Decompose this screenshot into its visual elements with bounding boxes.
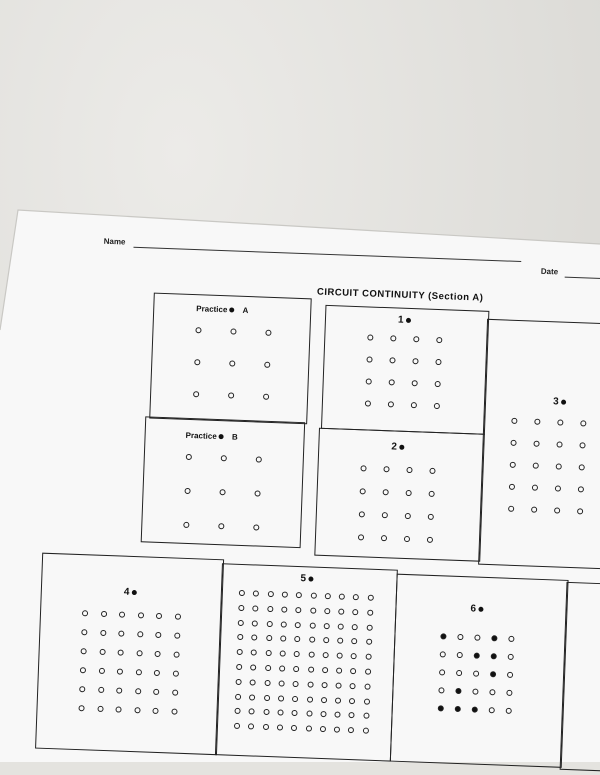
date-line[interactable]	[565, 277, 600, 281]
empty-dot[interactable]	[353, 594, 359, 600]
empty-dot[interactable]	[322, 652, 328, 658]
empty-dot[interactable]	[510, 440, 516, 446]
empty-dot[interactable]	[309, 637, 315, 643]
empty-dot[interactable]	[435, 359, 441, 365]
empty-dot[interactable]	[472, 689, 478, 695]
panel-2	[314, 428, 485, 562]
empty-dot[interactable]	[81, 648, 87, 654]
empty-dot[interactable]	[236, 664, 242, 670]
empty-dot[interactable]	[266, 621, 272, 627]
empty-dot[interactable]	[506, 708, 512, 714]
empty-dot[interactable]	[309, 622, 315, 628]
panel-1-number: 1	[398, 315, 404, 326]
bullet-icon	[478, 607, 483, 612]
empty-dot[interactable]	[267, 591, 273, 597]
empty-dot[interactable]	[292, 710, 298, 716]
empty-dot[interactable]	[353, 609, 359, 615]
empty-dot[interactable]	[434, 403, 440, 409]
empty-dot[interactable]	[337, 638, 343, 644]
empty-dot[interactable]	[556, 441, 562, 447]
bullet-icon	[561, 399, 566, 404]
filled-dot[interactable]	[438, 705, 444, 711]
filled-dot[interactable]	[490, 671, 496, 677]
practice-b-letter: B	[232, 433, 238, 442]
bullet-icon	[308, 576, 313, 581]
empty-dot[interactable]	[171, 708, 177, 714]
empty-dot[interactable]	[252, 620, 258, 626]
empty-dot[interactable]	[174, 633, 180, 639]
empty-dot[interactable]	[97, 706, 103, 712]
empty-dot[interactable]	[219, 489, 225, 495]
empty-dot[interactable]	[265, 650, 271, 656]
empty-dot[interactable]	[135, 669, 141, 675]
empty-dot[interactable]	[360, 488, 366, 494]
empty-dot[interactable]	[338, 608, 344, 614]
panel-6-number: 6	[470, 603, 476, 614]
empty-dot[interactable]	[351, 638, 357, 644]
empty-dot[interactable]	[183, 522, 189, 528]
empty-dot[interactable]	[351, 653, 357, 659]
empty-dot[interactable]	[253, 524, 259, 530]
empty-dot[interactable]	[250, 679, 256, 685]
empty-dot[interactable]	[134, 707, 140, 713]
empty-dot[interactable]	[228, 392, 234, 398]
empty-dot[interactable]	[413, 336, 419, 342]
panel-practice-b	[141, 416, 306, 548]
panel-3-heading	[553, 396, 566, 407]
empty-dot[interactable]	[365, 400, 371, 406]
empty-dot[interactable]	[554, 507, 560, 513]
filled-dot[interactable]	[491, 653, 497, 659]
empty-dot[interactable]	[100, 611, 106, 617]
empty-dot[interactable]	[293, 666, 299, 672]
empty-dot[interactable]	[406, 490, 412, 496]
empty-dot[interactable]	[427, 537, 433, 543]
panel-1	[321, 305, 489, 435]
filled-dot[interactable]	[440, 633, 446, 639]
name-line[interactable]	[133, 247, 521, 262]
empty-dot[interactable]	[339, 594, 345, 600]
dot-grid-3	[488, 320, 600, 326]
panel-practice-a	[149, 293, 312, 425]
empty-dot[interactable]	[307, 681, 313, 687]
empty-dot[interactable]	[350, 683, 356, 689]
empty-dot[interactable]	[277, 725, 283, 731]
empty-dot[interactable]	[193, 391, 199, 397]
empty-dot[interactable]	[383, 489, 389, 495]
empty-dot[interactable]	[119, 612, 125, 618]
empty-dot[interactable]	[251, 635, 257, 641]
empty-dot[interactable]	[280, 636, 286, 642]
empty-dot[interactable]	[250, 664, 256, 670]
practice-a-label: Practice	[196, 304, 227, 314]
panel-1-heading	[398, 315, 411, 326]
empty-dot[interactable]	[334, 712, 340, 718]
empty-dot[interactable]	[153, 689, 159, 695]
dot-grid-1	[326, 306, 488, 312]
empty-dot[interactable]	[360, 465, 366, 471]
empty-dot[interactable]	[506, 690, 512, 696]
empty-dot[interactable]	[237, 649, 243, 655]
empty-dot[interactable]	[534, 419, 540, 425]
empty-dot[interactable]	[278, 680, 284, 686]
empty-dot[interactable]	[172, 689, 178, 695]
empty-dot[interactable]	[278, 695, 284, 701]
empty-dot[interactable]	[509, 484, 515, 490]
empty-dot[interactable]	[305, 726, 311, 732]
dot-grid-4	[43, 554, 223, 561]
empty-dot[interactable]	[579, 464, 585, 470]
panel-5	[215, 563, 398, 761]
empty-dot[interactable]	[428, 514, 434, 520]
empty-dot[interactable]	[531, 507, 537, 513]
empty-dot[interactable]	[511, 418, 517, 424]
empty-dot[interactable]	[349, 698, 355, 704]
empty-dot[interactable]	[263, 709, 269, 715]
empty-dot[interactable]	[266, 635, 272, 641]
empty-dot[interactable]	[320, 726, 326, 732]
empty-dot[interactable]	[172, 671, 178, 677]
empty-dot[interactable]	[136, 650, 142, 656]
bullet-icon	[229, 308, 234, 313]
empty-dot[interactable]	[98, 668, 104, 674]
empty-dot[interactable]	[98, 687, 104, 693]
empty-dot[interactable]	[412, 358, 418, 364]
empty-dot[interactable]	[218, 523, 224, 529]
empty-dot[interactable]	[334, 727, 340, 733]
panel-4-heading	[124, 587, 137, 598]
empty-dot[interactable]	[321, 682, 327, 688]
empty-dot[interactable]	[235, 693, 241, 699]
empty-dot[interactable]	[282, 591, 288, 597]
empty-dot[interactable]	[435, 381, 441, 387]
empty-dot[interactable]	[234, 708, 240, 714]
empty-dot[interactable]	[236, 679, 242, 685]
empty-dot[interactable]	[337, 653, 343, 659]
empty-dot[interactable]	[439, 669, 445, 675]
empty-dot[interactable]	[155, 632, 161, 638]
empty-dot[interactable]	[474, 635, 480, 641]
panel-4	[35, 553, 224, 756]
empty-dot[interactable]	[323, 637, 329, 643]
empty-dot[interactable]	[293, 681, 299, 687]
empty-dot[interactable]	[365, 669, 371, 675]
empty-dot[interactable]	[117, 668, 123, 674]
empty-dot[interactable]	[556, 463, 562, 469]
empty-dot[interactable]	[291, 725, 297, 731]
empty-dot[interactable]	[256, 456, 262, 462]
empty-dot[interactable]	[438, 687, 444, 693]
empty-dot[interactable]	[406, 467, 412, 473]
empty-dot[interactable]	[382, 512, 388, 518]
panel-4-number: 4	[124, 587, 130, 598]
empty-dot[interactable]	[350, 668, 356, 674]
empty-dot[interactable]	[322, 667, 328, 673]
empty-dot[interactable]	[152, 708, 158, 714]
empty-dot[interactable]	[295, 607, 301, 613]
empty-dot[interactable]	[363, 713, 369, 719]
empty-dot[interactable]	[507, 672, 513, 678]
empty-dot[interactable]	[367, 334, 373, 340]
empty-dot[interactable]	[239, 590, 245, 596]
empty-dot[interactable]	[352, 624, 358, 630]
empty-dot[interactable]	[323, 623, 329, 629]
empty-dot[interactable]	[411, 402, 417, 408]
filled-dot[interactable]	[455, 688, 461, 694]
empty-dot[interactable]	[267, 606, 273, 612]
empty-dot[interactable]	[279, 651, 285, 657]
empty-dot[interactable]	[336, 668, 342, 674]
empty-dot[interactable]	[579, 442, 585, 448]
panel-practice-a-heading	[196, 304, 248, 315]
empty-dot[interactable]	[557, 419, 563, 425]
practice-a-letter: A	[242, 306, 248, 315]
filled-dot[interactable]	[455, 706, 461, 712]
filled-dot[interactable]	[491, 635, 497, 641]
empty-dot[interactable]	[277, 710, 283, 716]
empty-dot[interactable]	[137, 631, 143, 637]
empty-dot[interactable]	[292, 696, 298, 702]
empty-dot[interactable]	[366, 639, 372, 645]
empty-dot[interactable]	[336, 682, 342, 688]
panel-6	[390, 574, 569, 768]
empty-dot[interactable]	[366, 624, 372, 630]
empty-dot[interactable]	[308, 652, 314, 658]
empty-dot[interactable]	[253, 605, 259, 611]
empty-dot[interactable]	[389, 379, 395, 385]
empty-dot[interactable]	[115, 706, 121, 712]
empty-dot[interactable]	[306, 696, 312, 702]
empty-dot[interactable]	[436, 337, 442, 343]
empty-dot[interactable]	[367, 609, 373, 615]
empty-dot[interactable]	[349, 712, 355, 718]
panel-6-heading	[470, 603, 483, 614]
empty-dot[interactable]	[263, 394, 269, 400]
dot-grid-practice-a	[155, 294, 311, 300]
empty-dot[interactable]	[364, 683, 370, 689]
empty-dot[interactable]	[230, 328, 236, 334]
panel-5-heading	[300, 573, 313, 584]
panel-7-partial	[560, 582, 600, 772]
empty-dot[interactable]	[82, 610, 88, 616]
empty-dot[interactable]	[249, 709, 255, 715]
empty-dot[interactable]	[81, 629, 87, 635]
panel-2-heading	[391, 441, 404, 452]
panel-2-number: 2	[391, 441, 397, 452]
empty-dot[interactable]	[99, 649, 105, 655]
empty-dot[interactable]	[324, 608, 330, 614]
empty-dot[interactable]	[532, 485, 538, 491]
empty-dot[interactable]	[238, 619, 244, 625]
empty-dot[interactable]	[359, 511, 365, 517]
empty-dot[interactable]	[184, 488, 190, 494]
empty-dot[interactable]	[555, 485, 561, 491]
empty-dot[interactable]	[249, 694, 255, 700]
empty-dot[interactable]	[320, 711, 326, 717]
empty-dot[interactable]	[294, 636, 300, 642]
empty-dot[interactable]	[306, 711, 312, 717]
empty-dot[interactable]	[310, 593, 316, 599]
empty-dot[interactable]	[229, 360, 235, 366]
empty-dot[interactable]	[489, 707, 495, 713]
date-label: Date	[541, 267, 559, 277]
empty-dot[interactable]	[366, 356, 372, 362]
empty-dot[interactable]	[195, 327, 201, 333]
empty-dot[interactable]	[264, 362, 270, 368]
empty-dot[interactable]	[78, 705, 84, 711]
empty-dot[interactable]	[118, 649, 124, 655]
empty-dot[interactable]	[174, 614, 180, 620]
empty-dot[interactable]	[365, 654, 371, 660]
empty-dot[interactable]	[510, 462, 516, 468]
empty-dot[interactable]	[279, 665, 285, 671]
empty-dot[interactable]	[234, 723, 240, 729]
empty-dot[interactable]	[489, 689, 495, 695]
empty-dot[interactable]	[253, 590, 259, 596]
empty-dot[interactable]	[264, 694, 270, 700]
worksheet-title: CIRCUIT CONTINUITY (Section A)	[317, 287, 484, 304]
empty-dot[interactable]	[135, 688, 141, 694]
empty-dot[interactable]	[296, 592, 302, 598]
empty-dot[interactable]	[388, 401, 394, 407]
empty-dot[interactable]	[358, 534, 364, 540]
panel-3-number: 3	[553, 396, 559, 407]
filled-dot[interactable]	[472, 707, 478, 713]
empty-dot[interactable]	[533, 463, 539, 469]
empty-dot[interactable]	[457, 634, 463, 640]
empty-dot[interactable]	[156, 613, 162, 619]
empty-dot[interactable]	[533, 441, 539, 447]
dot-grid-6	[398, 575, 568, 581]
name-label: Name	[104, 237, 126, 247]
empty-dot[interactable]	[80, 667, 86, 673]
empty-dot[interactable]	[348, 727, 354, 733]
empty-dot[interactable]	[577, 508, 583, 514]
empty-dot[interactable]	[265, 330, 271, 336]
bullet-icon	[405, 318, 410, 323]
empty-dot[interactable]	[194, 359, 200, 365]
empty-dot[interactable]	[321, 697, 327, 703]
empty-dot[interactable]	[363, 728, 369, 734]
empty-dot[interactable]	[508, 506, 514, 512]
empty-dot[interactable]	[366, 378, 372, 384]
empty-dot[interactable]	[116, 687, 122, 693]
empty-dot[interactable]	[389, 357, 395, 363]
empty-dot[interactable]	[251, 650, 257, 656]
bullet-icon	[131, 590, 136, 595]
empty-dot[interactable]	[154, 670, 160, 676]
empty-dot[interactable]	[473, 671, 479, 677]
empty-dot[interactable]	[338, 623, 344, 629]
dot-grid-5	[223, 564, 397, 570]
empty-dot[interactable]	[335, 697, 341, 703]
empty-dot[interactable]	[405, 513, 411, 519]
empty-dot[interactable]	[383, 466, 389, 472]
empty-dot[interactable]	[265, 665, 271, 671]
empty-dot[interactable]	[264, 680, 270, 686]
empty-dot[interactable]	[440, 651, 446, 657]
filled-dot[interactable]	[474, 653, 480, 659]
empty-dot[interactable]	[578, 486, 584, 492]
empty-dot[interactable]	[262, 724, 268, 730]
empty-dot[interactable]	[237, 634, 243, 640]
empty-dot[interactable]	[367, 595, 373, 601]
empty-dot[interactable]	[248, 724, 254, 730]
empty-dot[interactable]	[325, 593, 331, 599]
panel-5-number: 5	[300, 573, 306, 584]
empty-dot[interactable]	[404, 536, 410, 542]
empty-dot[interactable]	[429, 468, 435, 474]
empty-dot[interactable]	[100, 630, 106, 636]
empty-dot[interactable]	[281, 621, 287, 627]
empty-dot[interactable]	[173, 652, 179, 658]
empty-dot[interactable]	[457, 652, 463, 658]
empty-dot[interactable]	[381, 535, 387, 541]
empty-dot[interactable]	[118, 631, 124, 637]
empty-dot[interactable]	[508, 636, 514, 642]
empty-dot[interactable]	[186, 454, 192, 460]
empty-dot[interactable]	[456, 670, 462, 676]
empty-dot[interactable]	[310, 607, 316, 613]
bullet-icon	[219, 434, 224, 439]
empty-dot[interactable]	[390, 335, 396, 341]
empty-dot[interactable]	[412, 380, 418, 386]
empty-dot[interactable]	[508, 654, 514, 660]
panel-3	[478, 319, 600, 571]
empty-dot[interactable]	[308, 666, 314, 672]
panel-practice-b-heading	[185, 431, 237, 442]
practice-b-label: Practice	[185, 431, 216, 441]
empty-dot[interactable]	[137, 612, 143, 618]
empty-dot[interactable]	[79, 686, 85, 692]
empty-dot[interactable]	[254, 490, 260, 496]
empty-dot[interactable]	[295, 622, 301, 628]
bullet-icon	[399, 445, 404, 450]
empty-dot[interactable]	[281, 606, 287, 612]
empty-dot[interactable]	[294, 651, 300, 657]
empty-dot[interactable]	[580, 420, 586, 426]
empty-dot[interactable]	[238, 605, 244, 611]
empty-dot[interactable]	[429, 491, 435, 497]
empty-dot[interactable]	[221, 455, 227, 461]
empty-dot[interactable]	[154, 651, 160, 657]
empty-dot[interactable]	[364, 698, 370, 704]
